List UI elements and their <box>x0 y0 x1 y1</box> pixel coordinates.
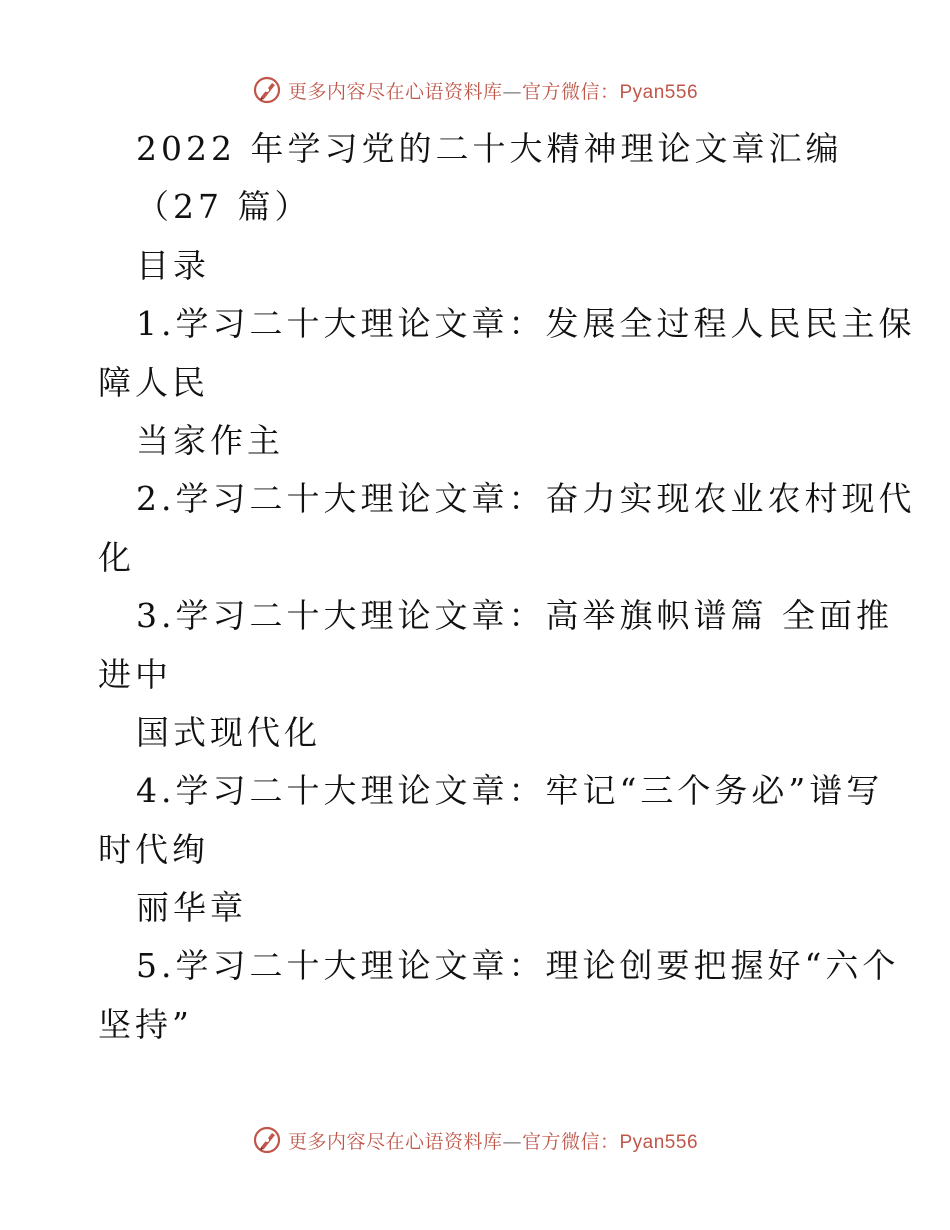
document-body <box>98 120 916 1054</box>
toc-item-3: 3.学习二十大理论文章：高举旗帜谱篇 全面推 <box>136 596 893 636</box>
toc-item-2: 2.学习二十大理论文章：奋力实现农业农村现代 <box>136 479 916 519</box>
watermark-banner-top <box>0 70 950 110</box>
watermark-text <box>288 77 698 104</box>
watermark-text <box>288 1127 698 1154</box>
toc-heading: 目录 <box>136 245 210 285</box>
toc-item-4: 4.学习二十大理论文章：牢记“三个务必”谱写 <box>136 771 884 811</box>
document-title-count: （27 篇） <box>136 187 312 227</box>
watermark-separator: — <box>502 80 522 103</box>
pen-logo-icon <box>252 75 282 105</box>
watermark-separator: — <box>502 1130 522 1153</box>
watermark-slogan: 更多内容尽在心语资料库 <box>287 80 503 103</box>
watermark-wechat-label: 官方微信： <box>521 80 620 103</box>
toc-item-1-cont: 障人民 <box>98 362 209 402</box>
toc-item-4-cont2: 丽华章 <box>136 888 247 928</box>
document-title: 2022 年学习党的二十大精神理论文章汇编 <box>136 129 843 168</box>
watermark-wechat-label: 官方微信： <box>521 1130 620 1153</box>
toc-item-5-cont: 坚持” <box>98 1004 193 1044</box>
toc-item-2-cont: 化 <box>98 537 135 577</box>
toc-item-3-cont: 进中 <box>98 654 172 694</box>
toc-item-4-cont: 时代绚 <box>98 829 209 869</box>
watermark-wechat-id: Pyan556 <box>619 1131 699 1153</box>
toc-item-1: 1.学习二十大理论文章：发展全过程人民民主保 <box>136 304 916 344</box>
watermark-banner-bottom <box>0 1120 950 1160</box>
pen-logo-icon <box>252 1125 282 1155</box>
watermark-wechat-id: Pyan556 <box>619 81 699 103</box>
toc-item-3-cont2: 国式现代化 <box>136 712 321 752</box>
toc-item-5: 5.学习二十大理论文章：理论创要把握好“六个 <box>136 946 900 986</box>
toc-item-1-cont2: 当家作主 <box>136 420 284 460</box>
watermark-slogan: 更多内容尽在心语资料库 <box>287 1130 503 1153</box>
